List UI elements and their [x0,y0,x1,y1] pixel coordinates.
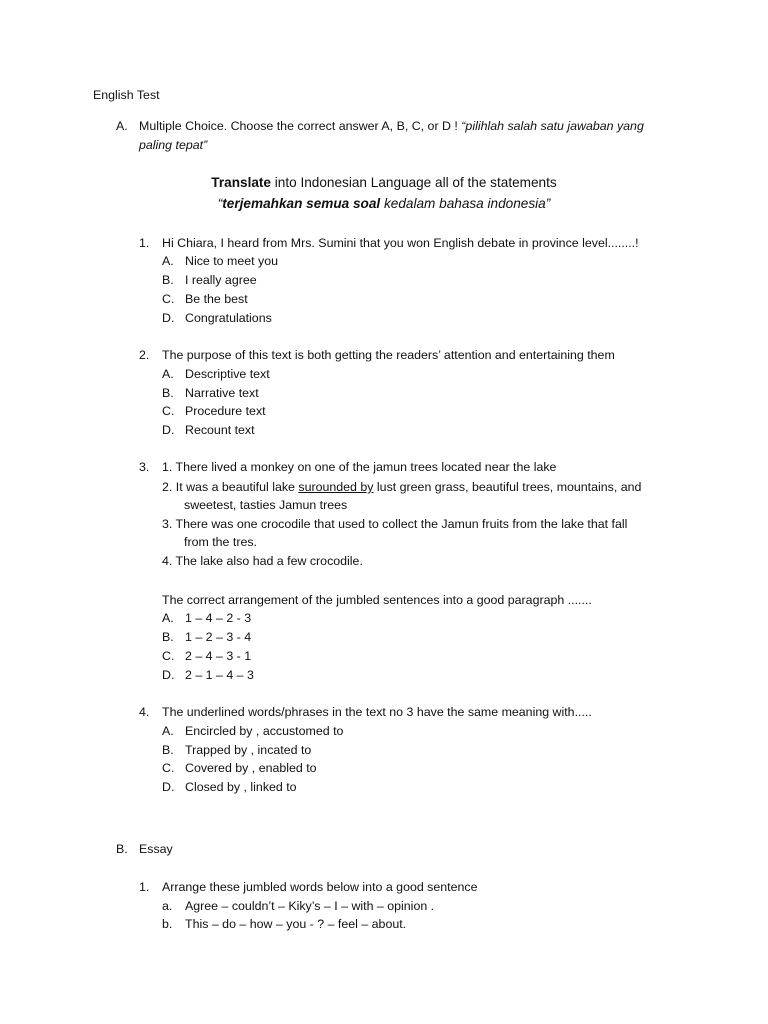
option-letter: B. [162,386,174,400]
instruction-italic: “pilihlah salah satu jawaban yang [461,119,644,133]
document-title: English Test [93,88,160,102]
sentence-2-after: lust green grass, beautiful trees, mountains, and [373,480,642,494]
option-text: Procedure text [185,404,266,418]
translate-open-quote: “ [217,196,223,211]
option-letter: D. [162,780,175,794]
option-letter: C. [162,404,175,418]
option-text: Trapped by , incated to [185,743,312,757]
section-b-marker: B. [116,842,128,856]
section-a-marker: A. [116,119,128,133]
translate-instruction-indonesian [0,195,768,214]
sentence-2-line2: sweetest, tasties Jamun trees [184,498,348,512]
option-letter: A. [162,724,174,738]
section-b-title: Essay [139,842,173,856]
essay-item-text: This – do – how – you - ? – feel – about. [185,917,407,931]
translate-bold-italic: terjemahkan semua soal [222,196,381,211]
instruction-italic-2: paling tepat” [139,138,208,152]
option-letter: D. [162,423,175,437]
sentence-3-line2: from the tres. [184,535,257,549]
option-letter: D. [162,668,175,682]
option-letter: C. [162,649,175,663]
option-letter: D. [162,311,175,325]
option-letter: B. [162,273,174,287]
option-letter: B. [162,630,174,644]
option-text: 1 – 4 – 2 - 3 [185,611,252,625]
question-3-prompt: The correct arrangement of the jumbled sentences into a good paragraph ....... [162,593,592,607]
option-letter: C. [162,761,175,775]
question-4-text: The underlined words/phrases in the text no 3 have the same meaning with..... [162,705,592,719]
translate-bold: Translate [211,175,271,190]
question-3-number: 3. [139,460,150,474]
option-letter: A. [162,367,174,381]
option-text: Recount text [185,423,255,437]
option-text: I really agree [185,273,257,287]
option-letter: A. [162,254,174,268]
option-text: Be the best [185,292,248,306]
sentence-2-before: 2. It was a beautiful lake [162,480,299,494]
question-4-number: 4. [139,705,150,719]
option-text: Closed by , linked to [185,780,297,794]
question-2-number: 2. [139,348,150,362]
option-text: Nice to meet you [185,254,278,268]
underlined-phrase: surounded by [298,480,374,494]
essay-item-letter: a. [162,899,173,913]
option-text: 1 – 2 – 3 - 4 [185,630,252,644]
option-letter: B. [162,743,174,757]
option-text: Congratulations [185,311,272,325]
essay-item-letter: b. [162,917,173,931]
option-letter: A. [162,611,174,625]
sentence-4: 4. The lake also had a few crocodile. [162,554,363,568]
question-2-text: The purpose of this text is both getting the readers’ attention and entertaining them [162,348,615,362]
option-text: Covered by , enabled to [185,761,317,775]
translate-italic: kedalam bahasa indonesia” [380,196,551,211]
sentence-3: 3. There was one crocodile that used to collect the Jamun fruits from the lake that fall [162,517,628,531]
instruction-text: Multiple Choice. Choose the correct answer A, B, C, or D ! [139,119,462,133]
option-text: 2 – 1 – 4 – 3 [185,668,254,682]
sentence-1: 1. There lived a monkey on one of the jamun trees located near the lake [162,460,557,474]
essay-item-text: Agree – couldn’t – Kiky’s – I – with – opinion . [185,899,435,913]
option-text: Narrative text [185,386,259,400]
question-1-text: Hi Chiara, I heard from Mrs. Sumini that you won English debate in province level........! [162,236,639,250]
essay-1-text: Arrange these jumbled words below into a good sentence [162,880,478,894]
translate-instruction [0,174,768,193]
essay-1-number: 1. [139,880,150,894]
option-letter: C. [162,292,175,306]
section-a-instruction-line2 [139,136,207,155]
option-text: Encircled by , accustomed to [185,724,344,738]
section-a-instruction [139,117,644,136]
option-text: Descriptive text [185,367,270,381]
translate-rest: into Indonesian Language all of the statements [271,175,557,190]
sentence-2 [162,478,641,497]
question-1-number: 1. [139,236,150,250]
option-text: 2 – 4 – 3 - 1 [185,649,252,663]
